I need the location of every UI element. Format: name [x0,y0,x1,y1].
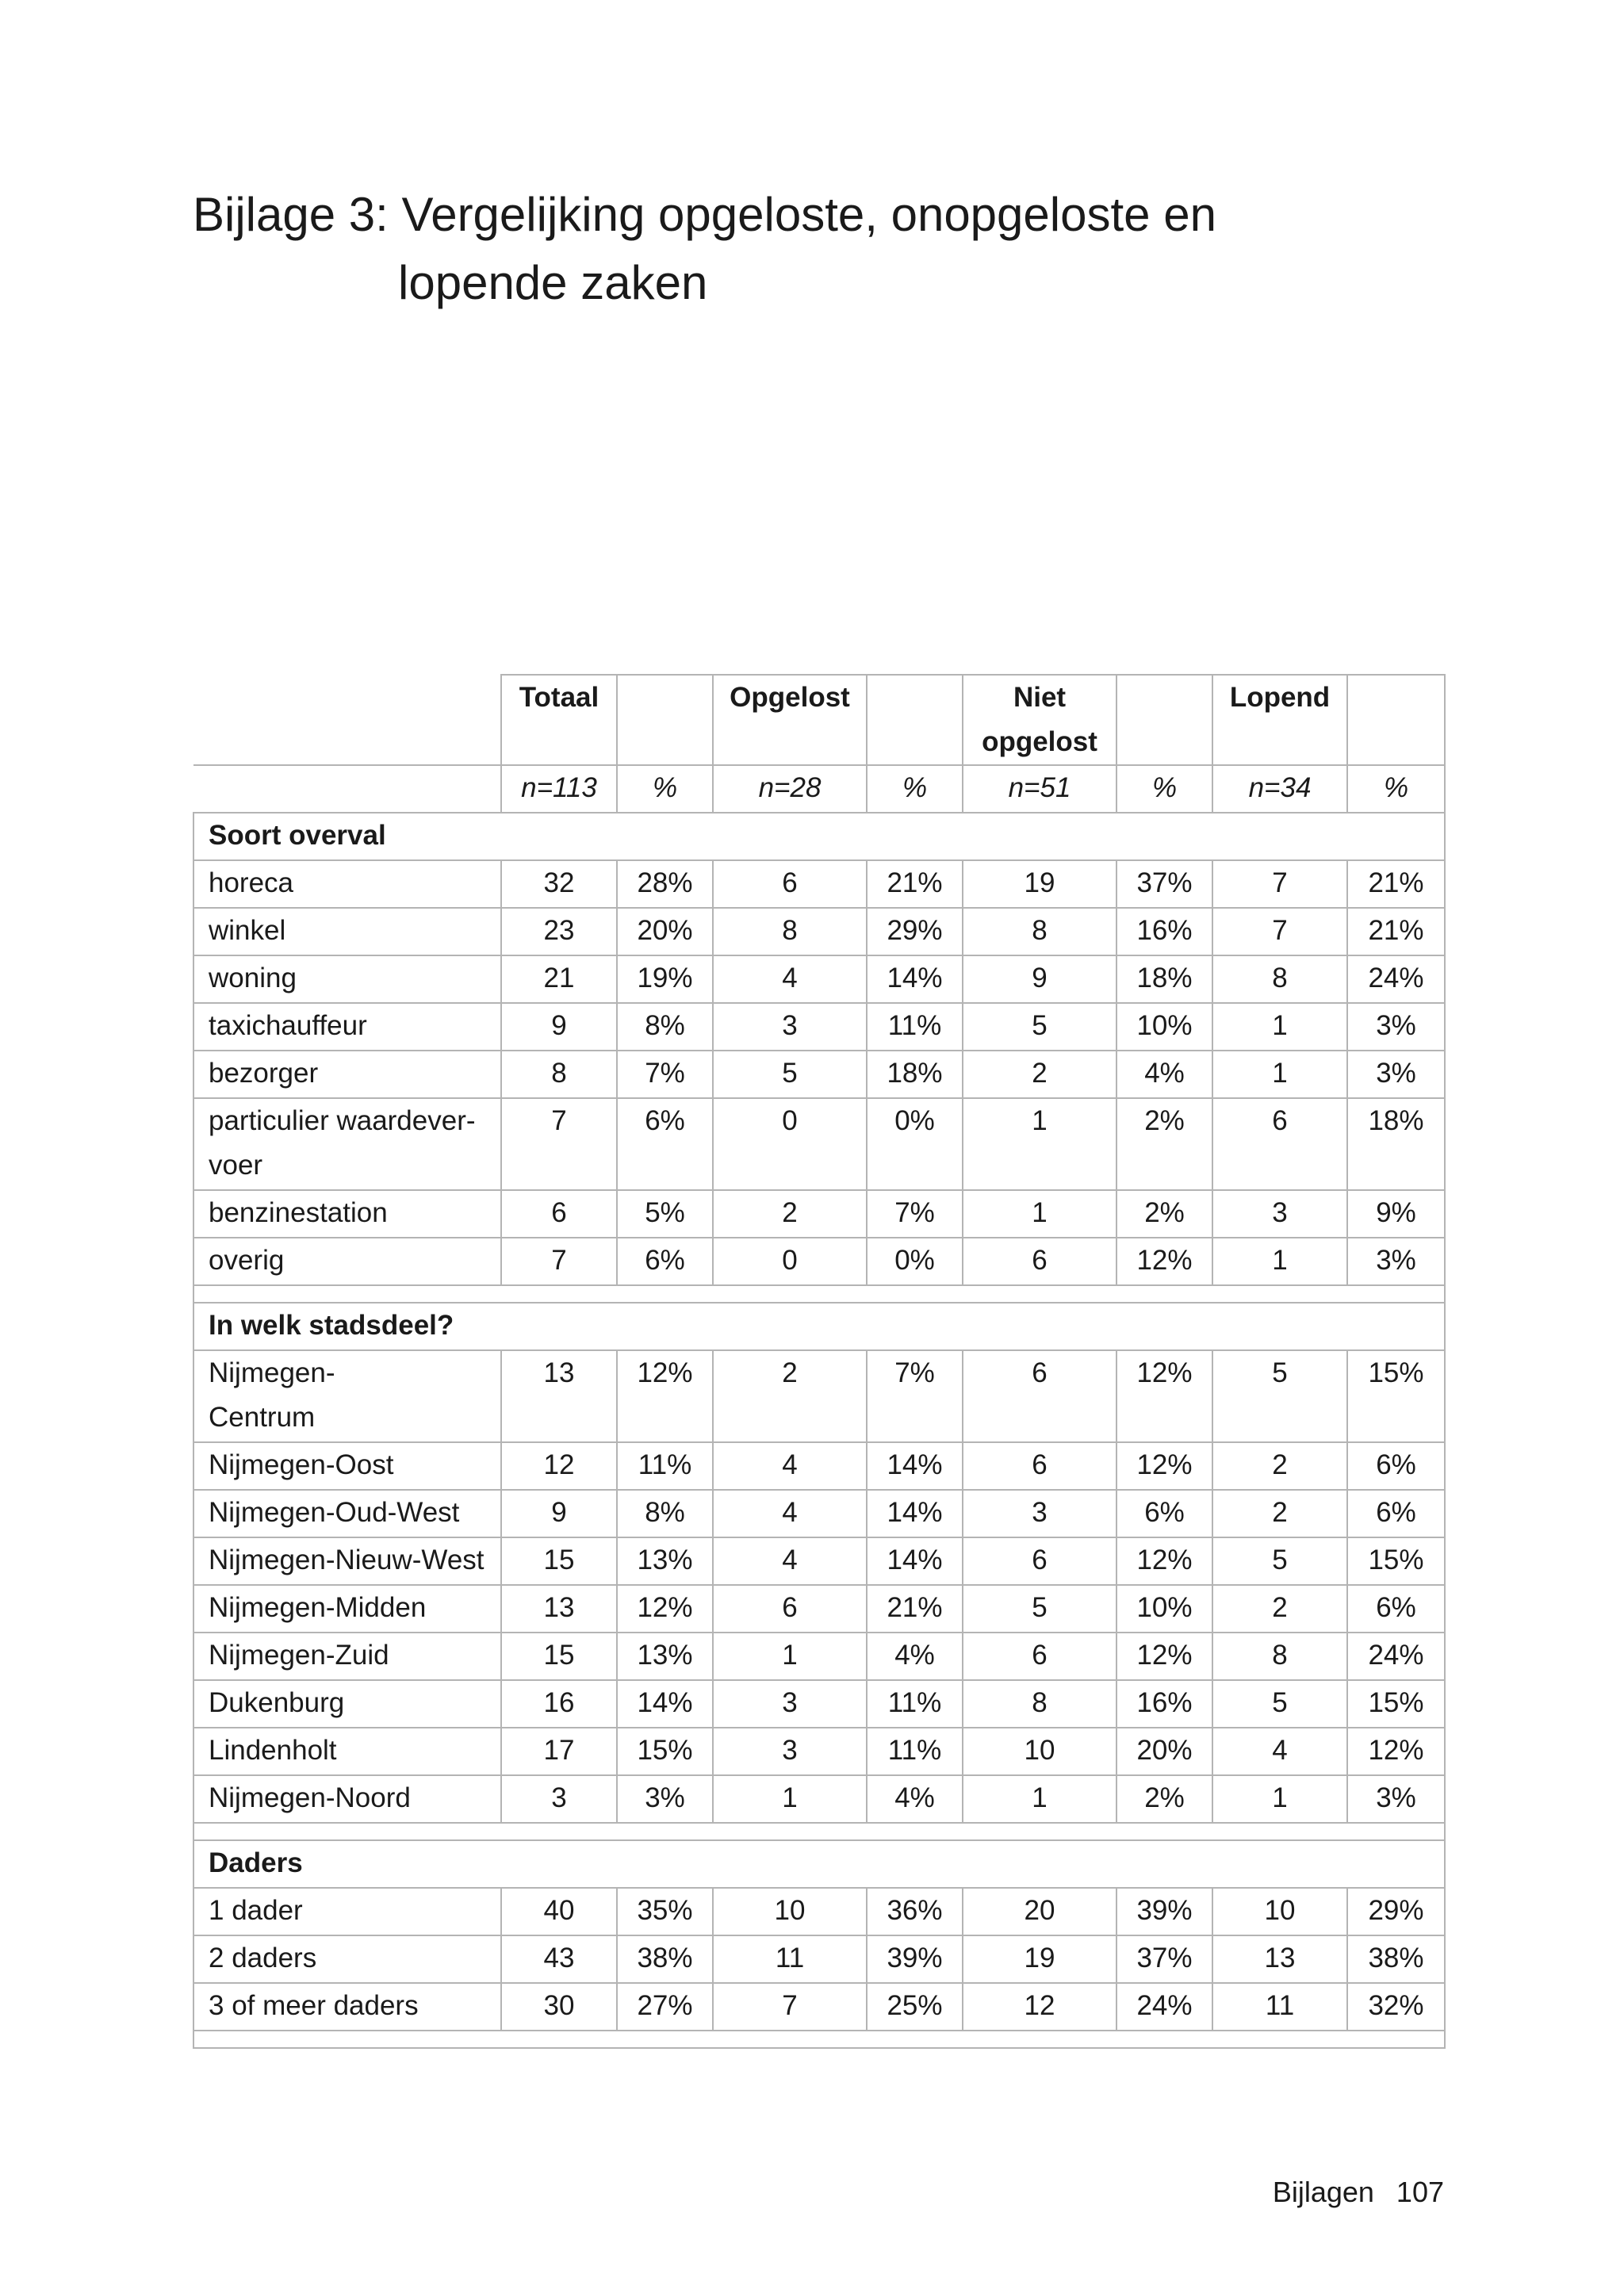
table-cell: 38% [1347,1935,1445,1983]
table-cell: 19 [963,860,1116,908]
row-label: Dukenburg [193,1680,501,1728]
table-cell: 3 [963,1490,1116,1537]
table-cell: 2 [713,1350,867,1442]
row-label: bezorger [193,1051,501,1098]
table-cell: 18% [1116,955,1212,1003]
header-blank [617,675,713,765]
header-blank [1116,675,1212,765]
table-cell: 21% [867,1585,963,1633]
table-cell: 7% [867,1190,963,1238]
table-cell: 21% [867,860,963,908]
title-line-2: lopende zaken [398,256,708,309]
table-cell: 4% [1116,1051,1212,1098]
page-footer [1273,2176,1444,2209]
table-cell: 5 [1212,1350,1347,1442]
table-cell: 8 [963,1680,1116,1728]
row-label: Nijmegen-Nieuw-West [193,1537,501,1585]
table-cell: 25% [867,1983,963,2031]
table-cell: 13 [501,1585,617,1633]
table-cell: 4 [1212,1728,1347,1775]
subheader-cell: n=113 [501,765,617,813]
table-cell: 3% [617,1775,713,1823]
table-row [193,1190,1445,1238]
table-cell: 43 [501,1935,617,1983]
table-cell: 8 [713,908,867,955]
table-cell: 11 [713,1935,867,1983]
table-cell: 9 [501,1003,617,1051]
table-cell: 4 [713,1442,867,1490]
table-cell: 8% [617,1003,713,1051]
row-label: Nijmegen-Noord [193,1775,501,1823]
row-label-line-2: Centrum [209,1402,316,1433]
table-cell: 13% [617,1537,713,1585]
table-row [193,1051,1445,1098]
row-label: Nijmegen-Midden [193,1585,501,1633]
table-row [193,1680,1445,1728]
header-niet-line-1: Niet [1013,682,1067,713]
table-cell: 15 [501,1633,617,1680]
header-niet-opgelost [963,675,1116,765]
table-cell: 19 [963,1935,1116,1983]
subheader-cell: % [617,765,713,813]
table-row [193,908,1445,955]
table-cell: 39% [867,1935,963,1983]
table-cell: 13 [1212,1935,1347,1983]
table-cell: 3% [1347,1775,1445,1823]
table-cell: 12% [1116,1442,1212,1490]
table-row [193,1003,1445,1051]
table-cell: 6 [963,1442,1116,1490]
table-cell: 20 [963,1888,1116,1935]
title-line-1: Bijlage 3: Vergelijking opgeloste, onopgeloste en [193,188,1216,241]
table-cell: 12% [617,1585,713,1633]
spacer-row [193,1823,1445,1840]
table-cell: 0% [867,1098,963,1190]
section-title: Daders [193,1840,1445,1888]
row-label [193,1098,501,1190]
table-cell: 12 [963,1983,1116,2031]
table-cell: 23 [501,908,617,955]
table-cell: 14% [867,1442,963,1490]
table-cell: 16% [1116,908,1212,955]
table-cell: 17 [501,1728,617,1775]
section-header-row [193,1840,1445,1888]
table-cell: 5 [1212,1680,1347,1728]
page-title [193,181,1216,317]
table-cell: 3 [713,1680,867,1728]
table-row [193,1490,1445,1537]
table-cell: 4% [867,1775,963,1823]
table-row [193,1728,1445,1775]
table-cell: 0% [867,1238,963,1285]
table-cell: 7 [501,1098,617,1190]
row-label-line-1: particulier waardever- [209,1105,476,1136]
subheader-cell: % [867,765,963,813]
table-cell: 3 [501,1775,617,1823]
table-cell: 29% [867,908,963,955]
table-cell: 6 [501,1190,617,1238]
table-cell: 6% [1347,1585,1445,1633]
table-cell: 6 [713,1585,867,1633]
table-cell: 20% [617,908,713,955]
table-cell: 1 [963,1098,1116,1190]
table-cell: 1 [1212,1238,1347,1285]
table-cell: 6 [963,1633,1116,1680]
comparison-table [193,674,1446,2049]
table-cell: 7% [617,1051,713,1098]
table-cell: 24% [1347,1633,1445,1680]
table-cell: 6 [963,1537,1116,1585]
table-cell: 29% [1347,1888,1445,1935]
table-cell: 15% [1347,1680,1445,1728]
table-cell: 15% [1347,1537,1445,1585]
table-cell: 37% [1116,860,1212,908]
page-number: 107 [1396,2176,1444,2208]
table-cell: 39% [1116,1888,1212,1935]
subheader-cell: % [1116,765,1212,813]
table-cell: 10 [713,1888,867,1935]
row-label-line-1: Nijmegen- [209,1357,335,1388]
table-cell: 11 [1212,1983,1347,2031]
table-cell: 2% [1116,1098,1212,1190]
spacer-row [193,2031,1445,2048]
table-cell: 20% [1116,1728,1212,1775]
table-row [193,1537,1445,1585]
table-cell: 14% [867,955,963,1003]
table-cell: 6% [1347,1490,1445,1537]
table-cell: 24% [1116,1983,1212,2031]
row-label: Lindenholt [193,1728,501,1775]
table-row [193,955,1445,1003]
table-cell: 14% [617,1680,713,1728]
table-cell: 12% [1116,1633,1212,1680]
table-cell: 15 [501,1537,617,1585]
table-cell: 2 [1212,1585,1347,1633]
table-cell: 8 [1212,1633,1347,1680]
table-row [193,1585,1445,1633]
table-cell: 2 [1212,1442,1347,1490]
table-cell: 32% [1347,1983,1445,2031]
table-cell: 13% [617,1633,713,1680]
table-cell: 35% [617,1888,713,1935]
table-cell: 36% [867,1888,963,1935]
table-cell: 4 [713,1537,867,1585]
table-cell: 2 [963,1051,1116,1098]
table-cell: 0 [713,1098,867,1190]
table-cell: 18% [1347,1098,1445,1190]
table-cell: 14% [867,1490,963,1537]
header-corner [193,675,501,765]
table-row [193,1238,1445,1285]
table-cell: 7 [1212,860,1347,908]
table-cell: 5 [963,1585,1116,1633]
table-cell: 4 [713,955,867,1003]
header-totaal: Totaal [501,675,617,765]
table-cell: 38% [617,1935,713,1983]
table-row [193,1935,1445,1983]
table-cell: 28% [617,860,713,908]
table-cell: 1 [963,1190,1116,1238]
subheader-corner [193,765,501,813]
table-cell: 8 [963,908,1116,955]
table-cell: 10 [1212,1888,1347,1935]
table-row [193,1098,1445,1190]
table-cell: 7 [1212,908,1347,955]
table-cell: 3% [1347,1051,1445,1098]
spacer-cell [193,2031,1445,2048]
row-label: 2 daders [193,1935,501,1983]
table-cell: 32 [501,860,617,908]
subheader-cell: n=51 [963,765,1116,813]
row-label: 1 dader [193,1888,501,1935]
table-header-row [193,675,1445,765]
table-cell: 21 [501,955,617,1003]
table-cell: 27% [617,1983,713,2031]
table-cell: 1 [1212,1051,1347,1098]
table-cell: 21% [1347,908,1445,955]
table-cell: 1 [1212,1003,1347,1051]
table-cell: 4 [713,1490,867,1537]
header-blank [867,675,963,765]
table-cell: 15% [1347,1350,1445,1442]
table-row [193,1442,1445,1490]
table-cell: 6 [1212,1098,1347,1190]
row-label: overig [193,1238,501,1285]
table-row [193,860,1445,908]
table-cell: 18% [867,1051,963,1098]
table-cell: 2% [1116,1775,1212,1823]
table-cell: 7 [713,1983,867,2031]
table-row [193,1350,1445,1442]
table-cell: 21% [1347,860,1445,908]
table-cell: 10% [1116,1585,1212,1633]
table-cell: 5 [1212,1537,1347,1585]
table-cell: 11% [617,1442,713,1490]
table-cell: 3 [713,1003,867,1051]
table-cell: 1 [963,1775,1116,1823]
table-cell: 6 [963,1350,1116,1442]
table-cell: 16% [1116,1680,1212,1728]
table-cell: 12% [1116,1537,1212,1585]
row-label: horeca [193,860,501,908]
row-label: benzinestation [193,1190,501,1238]
table-cell: 8% [617,1490,713,1537]
table-cell: 1 [1212,1775,1347,1823]
table-cell: 12 [501,1442,617,1490]
table-cell: 12% [617,1350,713,1442]
table-cell: 6% [1116,1490,1212,1537]
table-cell: 30 [501,1983,617,2031]
row-label: woning [193,955,501,1003]
table-cell: 2 [713,1190,867,1238]
subheader-cell: % [1347,765,1445,813]
table-cell: 11% [867,1003,963,1051]
table-cell: 10 [963,1728,1116,1775]
table-cell: 8 [501,1051,617,1098]
table-cell: 6 [963,1238,1116,1285]
subheader-cell: n=34 [1212,765,1347,813]
row-label: Nijmegen-Oost [193,1442,501,1490]
table-cell: 3% [1347,1003,1445,1051]
header-lopend: Lopend [1212,675,1347,765]
row-label: Nijmegen-Oud-West [193,1490,501,1537]
table-cell: 12% [1116,1238,1212,1285]
spacer-cell [193,1823,1445,1840]
table-cell: 14% [867,1537,963,1585]
table-row [193,1888,1445,1935]
table-cell: 7 [501,1238,617,1285]
table-cell: 4% [867,1633,963,1680]
table-cell: 7% [867,1350,963,1442]
table-cell: 9 [501,1490,617,1537]
table-cell: 9 [963,955,1116,1003]
table-cell: 3% [1347,1238,1445,1285]
subheader-cell: n=28 [713,765,867,813]
table-cell: 24% [1347,955,1445,1003]
table-cell: 5 [963,1003,1116,1051]
table-cell: 0 [713,1238,867,1285]
table-cell: 6% [617,1238,713,1285]
table-cell: 1 [713,1775,867,1823]
section-header-row [193,1303,1445,1350]
row-label: taxichauffeur [193,1003,501,1051]
table-cell: 9% [1347,1190,1445,1238]
table-cell: 40 [501,1888,617,1935]
row-label-line-2: voer [209,1150,263,1181]
row-label: winkel [193,908,501,955]
table-cell: 3 [1212,1190,1347,1238]
table-cell: 2 [1212,1490,1347,1537]
table-cell: 2% [1116,1190,1212,1238]
table-cell: 16 [501,1680,617,1728]
table-cell: 6% [617,1098,713,1190]
table-cell: 5% [617,1190,713,1238]
table-subheader-row [193,765,1445,813]
table-cell: 12% [1347,1728,1445,1775]
table-cell: 6 [713,860,867,908]
table-cell: 8 [1212,955,1347,1003]
table-cell: 11% [867,1728,963,1775]
table-cell: 10% [1116,1003,1212,1051]
section-title: Soort overval [193,813,1445,860]
table-cell: 12% [1116,1350,1212,1442]
row-label: 3 of meer daders [193,1983,501,2031]
header-niet-line-2: opgelost [982,726,1097,757]
table-cell: 13 [501,1350,617,1442]
row-label [193,1350,501,1442]
table-row [193,1983,1445,2031]
table-cell: 1 [713,1633,867,1680]
table-cell: 3 [713,1728,867,1775]
spacer-cell [193,1285,1445,1303]
header-blank [1347,675,1445,765]
table-cell: 19% [617,955,713,1003]
table-cell: 11% [867,1680,963,1728]
footer-section: Bijlagen [1272,2176,1374,2208]
table-cell: 5 [713,1051,867,1098]
header-opgelost: Opgelost [713,675,867,765]
section-header-row [193,813,1445,860]
table-row [193,1633,1445,1680]
table-cell: 37% [1116,1935,1212,1983]
section-title: In welk stadsdeel? [193,1303,1445,1350]
table-row [193,1775,1445,1823]
table-cell: 15% [617,1728,713,1775]
row-label: Nijmegen-Zuid [193,1633,501,1680]
spacer-row [193,1285,1445,1303]
table-cell: 6% [1347,1442,1445,1490]
